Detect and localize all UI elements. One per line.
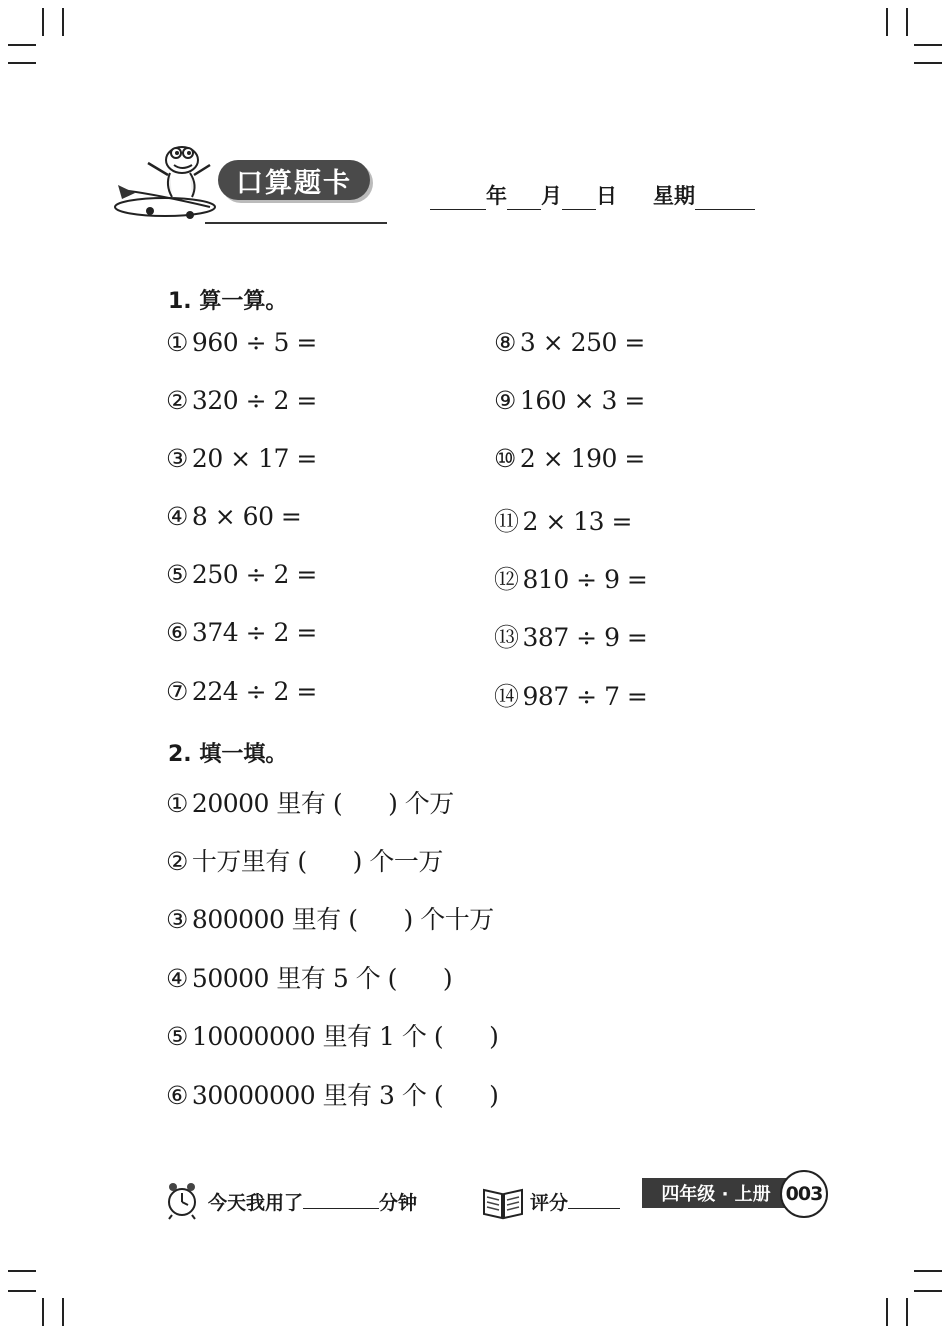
calc-item: ⑧ 3 × 250 = [494, 328, 645, 357]
year-blank[interactable] [430, 185, 486, 210]
year-label: 年 [486, 184, 507, 208]
month-label: 月 [541, 184, 562, 208]
calc-item: ④ 8 × 60 = [166, 502, 302, 531]
section1-title: 1. 算一算。 [168, 289, 288, 314]
alarm-clock-icon [165, 1178, 199, 1220]
title-badge: 口算题卡 [218, 160, 370, 200]
page-number: 003 [780, 1170, 828, 1218]
day-blank[interactable] [562, 185, 596, 210]
score-line: 评分 [530, 1188, 620, 1215]
calc-item: ⑦ 224 ÷ 2 = [166, 677, 317, 706]
fill-item: ① 20000 里有 ( ) 个万 [166, 789, 454, 818]
score-blank[interactable] [568, 1188, 620, 1209]
open-book-icon [480, 1184, 526, 1220]
calc-item: ⑨ 160 × 3 = [494, 386, 645, 415]
fill-item: ③ 800000 里有 ( ) 个十万 [166, 905, 494, 934]
calc-item: ② 320 ÷ 2 = [166, 386, 317, 415]
fill-item: ④ 50000 里有 5 个 ( ) [166, 964, 453, 993]
weekday-blank[interactable] [695, 185, 755, 210]
calc-item: ⑬ 387 ÷ 9 = [494, 623, 648, 652]
day-label: 日 [596, 184, 617, 208]
fill-item: ⑥ 30000000 里有 3 个 ( ) [166, 1081, 499, 1110]
calc-item: ① 960 ÷ 5 = [166, 328, 317, 357]
month-blank[interactable] [507, 185, 541, 210]
fill-item: ② 十万里有 ( ) 个一万 [166, 847, 443, 876]
calc-item: ⑤ 250 ÷ 2 = [166, 560, 317, 589]
weekday-label: 星期 [653, 184, 695, 208]
calc-item: ⑫ 810 ÷ 9 = [494, 565, 648, 594]
fill-item: ⑤ 10000000 里有 1 个 ( ) [166, 1022, 499, 1051]
calc-item: ③ 20 × 17 = [166, 444, 317, 473]
section2-title: 2. 填一填。 [168, 742, 288, 767]
title-underline [205, 222, 387, 224]
calc-item: ⑩ 2 × 190 = [494, 444, 645, 473]
date-line [430, 180, 755, 210]
time-blank[interactable] [303, 1188, 379, 1209]
grade-label: 四年级 · 上册 [642, 1178, 790, 1208]
time-used-line: 今天我用了 分钟 [208, 1188, 417, 1215]
frog-on-skateboard-icon [110, 135, 220, 230]
calc-item: ⑪ 2 × 13 = [494, 507, 632, 536]
calc-item: ⑥ 374 ÷ 2 = [166, 618, 317, 647]
calc-item: ⑭ 987 ÷ 7 = [494, 682, 648, 711]
